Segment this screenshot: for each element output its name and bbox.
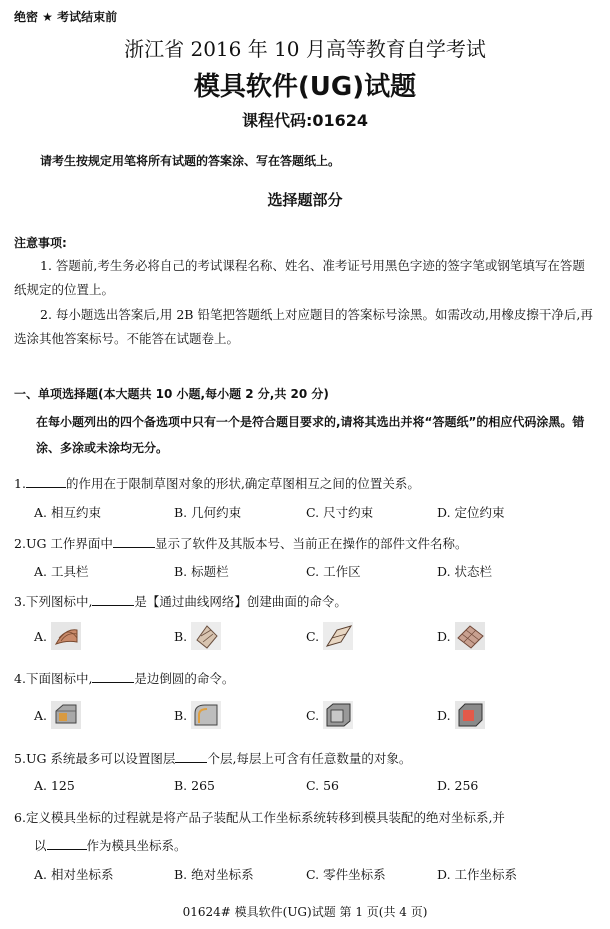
option-label: A. (34, 707, 48, 723)
q5-option-a: A. 125 (34, 778, 75, 793)
question-text-pre: UG 系统最多可以设置图层 (25, 751, 176, 766)
question-2 (14, 534, 467, 552)
surface-mesh-icon (51, 622, 81, 650)
question-text: 的作用在于限制草图对象的形状,确定草图相互之间的位置关系。 (65, 476, 420, 491)
edge-blend-icon (191, 701, 221, 729)
q1-option-d: D. 定位约束 (437, 505, 505, 520)
option-label: B. (174, 707, 188, 723)
subject-title: 模具软件(UG)试题 (193, 72, 417, 102)
option-label: A. (34, 628, 48, 644)
question-6 (14, 808, 505, 826)
question-text: 显示了软件及其版本号、当前正在操作的部件文件名称。 (154, 536, 468, 551)
exam-title: 浙江省 2016 年 10 月高等教育自学考试 (124, 37, 486, 61)
question-number: 3. (14, 594, 26, 609)
q5-option-d: D. 256 (437, 778, 479, 793)
question-number: 6. (14, 810, 26, 825)
question-1 (14, 474, 420, 492)
option-label: C. (306, 628, 320, 644)
chamfer-icon (51, 701, 81, 729)
curve-mesh-icon (455, 622, 485, 650)
question-text-pre: 定义模具坐标的过程就是将产品子装配从工作坐标系统转移到模具装配的绝对坐标系,并 (25, 810, 505, 825)
question-text-pre: 下列图标中, (25, 594, 93, 609)
q4-option-a (34, 701, 81, 729)
notes-heading: 注意事项: (14, 236, 67, 250)
q3-option-d (437, 622, 485, 650)
answer-blank (92, 670, 134, 683)
q1-option-c: C. 尺寸约束 (306, 505, 374, 520)
question-number: 2. (14, 536, 26, 551)
question-text: 是【通过曲线网络】创建曲面的命令。 (134, 594, 347, 609)
answer-blank (175, 750, 207, 763)
page-footer: 01624# 模具软件(UG)试题 第 1 页(共 4 页) (182, 905, 428, 919)
q1-option-b: B. 几何约束 (174, 505, 242, 520)
question-number: 4. (14, 671, 26, 686)
course-code: 课程代码:01624 (241, 111, 369, 130)
question-text-pre: 以 (34, 838, 47, 853)
q6-option-d: D. 工作坐标系 (437, 867, 518, 882)
question-text: 作为模具坐标系。 (86, 838, 187, 853)
answer-blank (92, 593, 134, 606)
q5-option-c: C. 56 (306, 778, 339, 793)
q6-option-b: B. 绝对坐标系 (174, 867, 254, 882)
q6-option-c: C. 零件坐标系 (306, 867, 386, 882)
q1-option-a: A. 相互约束 (34, 505, 101, 520)
option-label: D. (437, 628, 451, 644)
option-label: B. (174, 628, 188, 644)
answer-instruction: 请考生按规定用笔将所有试题的答案涂、写在答题纸上。 (40, 154, 341, 168)
q5-option-b: B. 265 (174, 778, 215, 793)
shell-icon (323, 701, 353, 729)
ruled-surface-icon (323, 622, 353, 650)
question-number: 1. (14, 476, 26, 491)
q4-option-c (306, 701, 353, 729)
q4-option-b (174, 701, 221, 729)
answer-blank (26, 475, 66, 488)
question-6-line-2 (34, 836, 187, 854)
part1-heading: 一、单项选择题(本大题共 10 小题,每小题 2 分,共 20 分) (14, 387, 329, 401)
note-item-2: 2. 每小题选出答案后,用 2B 铅笔把答题纸上对应题目的答案标号涂黑。如需改动,用橡皮擦干净后,再选涂其他答案标号。不能答在试题卷上。 (14, 307, 593, 346)
q3-option-a (34, 622, 81, 650)
question-text: 个层,每层上可含有任意数量的对象。 (207, 751, 412, 766)
secret-mark: 绝密 ★ 考试结束前 (14, 10, 118, 24)
question-5 (14, 749, 411, 767)
section-title: 选择题部分 (267, 191, 343, 209)
question-text-pre: UG 工作界面中 (25, 536, 113, 551)
answer-blank (47, 837, 87, 850)
option-label: C. (306, 707, 320, 723)
through-curves-icon (191, 622, 221, 650)
q3-option-c (306, 622, 353, 650)
q2-option-d: D. 状态栏 (437, 564, 493, 579)
q6-option-a: A. 相对坐标系 (34, 867, 114, 882)
q3-option-b (174, 622, 221, 650)
q4-option-d (437, 701, 485, 729)
option-label: D. (437, 707, 451, 723)
question-number: 5. (14, 751, 26, 766)
note-item-1: 1. 答题前,考生务必将自己的考试课程名称、姓名、准考证号用黑色字迹的签字笔或钢笔填写在答题纸规定的位置上。 (14, 258, 585, 297)
face-blend-icon (455, 701, 485, 729)
question-4 (14, 669, 234, 687)
answer-blank (113, 535, 155, 548)
question-text: 是边倒圆的命令。 (134, 671, 235, 686)
q2-option-a: A. 工具栏 (34, 564, 89, 579)
q2-option-c: C. 工作区 (306, 564, 361, 579)
question-text-pre: 下面图标中, (25, 671, 93, 686)
question-3 (14, 592, 347, 610)
part1-description: 在每小题列出的四个备选项中只有一个是符合题目要求的,请将其选出并将“答题纸”的相应代码涂黑。错涂、多涂或未涂均无分。 (36, 415, 585, 455)
q2-option-b: B. 标题栏 (174, 564, 229, 579)
